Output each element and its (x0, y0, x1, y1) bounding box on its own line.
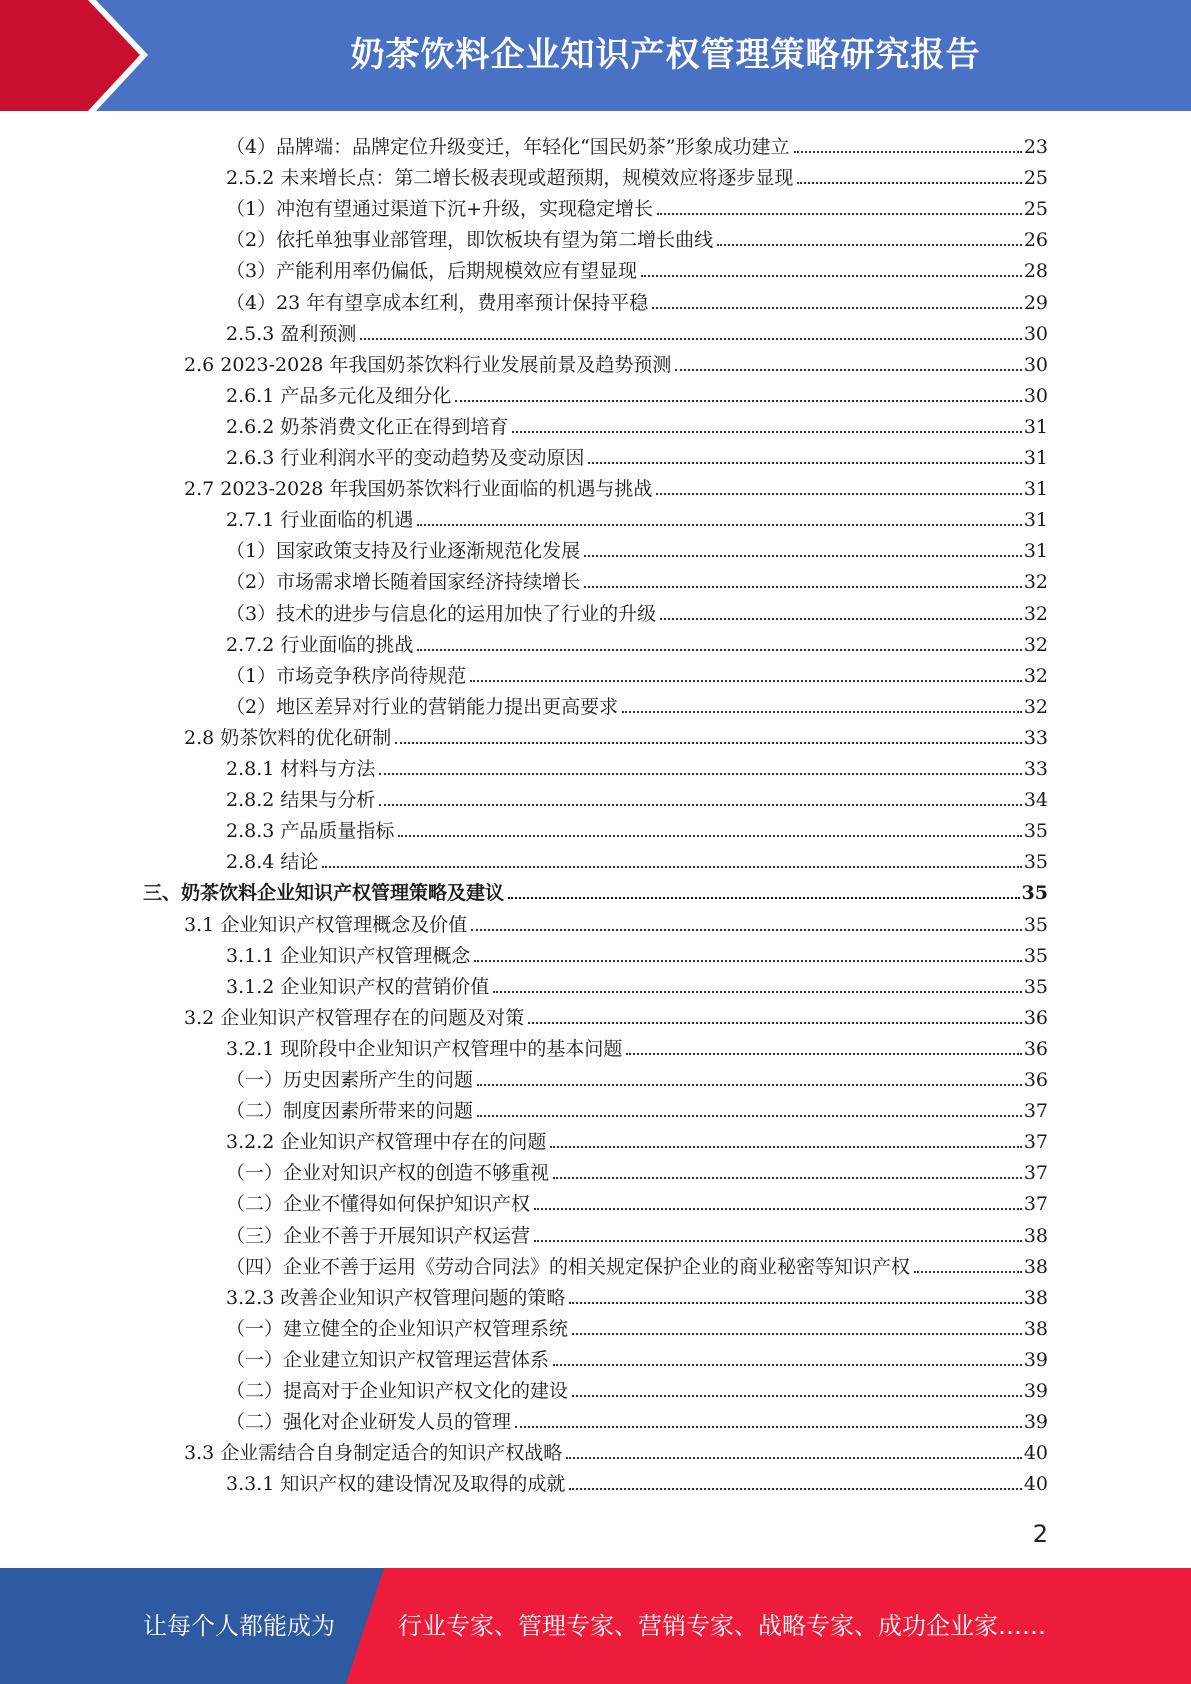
toc-entry-title: （二）制度因素所带来的问题 (226, 1100, 474, 1122)
toc-leader-dots (395, 742, 1022, 744)
toc-entry-page: 37 (1023, 1193, 1048, 1215)
toc-entry[interactable] (226, 1185, 1048, 1216)
toc-entry[interactable] (184, 719, 1048, 750)
toc-entry-title: 3.3 企业需结合自身制定适合的知识产权战略 (184, 1442, 563, 1464)
toc-entry-title: （2）依托单独事业部管理，即饮板块有望为第二增长曲线 (226, 229, 714, 251)
toc-leader-dots (797, 182, 1021, 184)
toc-entry-page: 23 (1023, 136, 1048, 158)
toc-leader-dots (470, 680, 1022, 682)
toc-leader-dots (417, 649, 1021, 651)
toc-entry-title: （2）地区差异对行业的营销能力提出更高要求 (226, 696, 619, 718)
toc-leader-dots (569, 1488, 1021, 1490)
page-footer (0, 1568, 1191, 1684)
toc-entry-page: 40 (1023, 1473, 1048, 1495)
toc-entry[interactable] (226, 128, 1048, 159)
toc-entry[interactable] (226, 812, 1048, 843)
toc-entry[interactable] (226, 315, 1048, 346)
toc-leader-dots (626, 1053, 1021, 1055)
toc-entry-title: 3.2 企业知识产权管理存在的问题及对策 (184, 1007, 525, 1029)
toc-leader-dots (477, 1115, 1022, 1117)
toc-entry-page: 34 (1023, 789, 1048, 811)
toc-leader-dots (622, 711, 1022, 713)
toc-entry[interactable] (226, 159, 1048, 190)
toc-entry-page: 31 (1023, 416, 1048, 438)
toc-entry[interactable] (226, 1123, 1048, 1154)
toc-entry[interactable] (226, 968, 1048, 999)
toc-leader-dots (657, 213, 1022, 215)
toc-entry-title: （2）市场需求增长随着国家经济持续增长 (226, 571, 581, 593)
toc-entry-title: 2.6.3 行业利润水平的变动趋势及变动原因 (226, 447, 585, 469)
toc-leader-dots (550, 1146, 1021, 1148)
toc-entry-title: （二）强化对企业研发人员的管理 (226, 1411, 512, 1433)
toc-entry[interactable] (226, 688, 1048, 719)
toc-entry[interactable] (226, 377, 1048, 408)
footer-slogan-left: 让每个人都能成为 (143, 1612, 335, 1640)
toc-entry[interactable] (226, 439, 1048, 470)
toc-entry-page: 30 (1023, 323, 1048, 345)
toc-leader-dots (515, 1426, 1022, 1428)
toc-entry[interactable] (226, 843, 1048, 874)
toc-entry-page: 37 (1023, 1131, 1048, 1153)
toc-entry[interactable] (184, 999, 1048, 1030)
toc-entry-page: 33 (1023, 758, 1048, 780)
toc-leader-dots (512, 431, 1021, 433)
toc-entry[interactable] (226, 657, 1048, 688)
toc-entry[interactable] (226, 1403, 1048, 1434)
toc-entry-title: 3.1.2 企业知识产权的营销价值 (226, 976, 490, 998)
toc-entry-title: 2.8 奶茶饮料的优化研制 (184, 727, 392, 749)
toc-entry-title: 3.1.1 企业知识产权管理概念 (226, 945, 471, 967)
header-arrow-decoration (0, 0, 160, 111)
toc-leader-dots (717, 244, 1022, 246)
toc-entry-page: 30 (1023, 385, 1048, 407)
toc-entry-title: （3）技术的进步与信息化的运用加快了行业的升级 (226, 603, 657, 625)
toc-entry[interactable] (226, 1310, 1048, 1341)
toc-leader-dots (572, 1395, 1022, 1397)
toc-entry-title: 3.3.1 知识产权的建设情况及取得的成就 (226, 1473, 566, 1495)
toc-entry-title: 2.8.4 结论 (226, 851, 319, 873)
toc-entry-title: 2.7.2 行业面临的挑战 (226, 634, 414, 656)
toc-entry-page: 31 (1023, 447, 1048, 469)
toc-entry[interactable] (184, 346, 1048, 377)
toc-entry-page: 40 (1023, 1442, 1048, 1464)
toc-entry-title: 2.6 2023-2028 年我国奶茶饮料行业发展前景及趋势预测 (184, 354, 672, 376)
toc-entry-page: 31 (1023, 540, 1048, 562)
toc-entry-page: 35 (1021, 882, 1048, 904)
toc-entry[interactable] (226, 1030, 1048, 1061)
toc-entry-page: 35 (1023, 945, 1048, 967)
toc-leader-dots (656, 493, 1021, 495)
toc-entry-page: 37 (1023, 1100, 1048, 1122)
toc-entry-title: 三、奶茶饮料企业知识产权管理策略及建议 (143, 882, 505, 904)
toc-leader-dots (572, 1333, 1022, 1335)
toc-leader-dots (584, 586, 1022, 588)
toc-leader-dots (584, 555, 1022, 557)
toc-entry-page: 35 (1023, 820, 1048, 842)
toc-entry-page: 39 (1023, 1411, 1048, 1433)
toc-entry-page: 36 (1023, 1007, 1048, 1029)
toc-entry-page: 38 (1023, 1225, 1048, 1247)
toc-entry-page: 25 (1023, 167, 1048, 189)
toc-leader-dots (398, 835, 1021, 837)
toc-entry[interactable] (226, 937, 1048, 968)
toc-entry[interactable] (226, 1154, 1048, 1185)
toc-entry-page: 35 (1023, 914, 1048, 936)
toc-entry[interactable] (226, 1092, 1048, 1123)
toc-entry[interactable] (226, 501, 1048, 532)
toc-entry[interactable] (226, 190, 1048, 221)
toc-leader-dots (794, 151, 1022, 153)
toc-entry-page: 32 (1023, 665, 1048, 687)
toc-entry-title: 3.1 企业知识产权管理概念及价值 (184, 914, 468, 936)
toc-entry-title: （二）企业不懂得如何保护知识产权 (226, 1193, 531, 1215)
toc-leader-dots (641, 275, 1022, 277)
toc-leader-dots (528, 1022, 1022, 1024)
toc-leader-dots (534, 1240, 1022, 1242)
toc-entry[interactable] (226, 1248, 1048, 1279)
toc-entry-page: 32 (1023, 634, 1048, 656)
toc-entry[interactable] (226, 595, 1048, 626)
toc-entry-title: （一）历史因素所产生的问题 (226, 1069, 474, 1091)
toc-entry-title: 2.5.2 未来增长点：第二增长极表现或超预期，规模效应将逐步显现 (226, 167, 794, 189)
toc-entry-page: 26 (1023, 229, 1048, 251)
toc-leader-dots (566, 1457, 1022, 1459)
toc-entry-title: （3）产能利用率仍偏低，后期规模效应有望显现 (226, 260, 638, 282)
page-number: 2 (1032, 1520, 1048, 1548)
toc-entry-page: 31 (1023, 478, 1048, 500)
toc-entry-page: 37 (1023, 1162, 1048, 1184)
toc-leader-dots (360, 338, 1021, 340)
toc-entry-page: 25 (1023, 198, 1048, 220)
toc-entry[interactable] (226, 284, 1048, 315)
toc-entry-page: 32 (1023, 603, 1048, 625)
toc-entry-title: （三）企业不善于开展知识产权运营 (226, 1225, 531, 1247)
toc-entry-title: （4）品牌端：品牌定位升级变迁，年轻化“国民奶茶”形象成功建立 (226, 136, 790, 158)
toc-leader-dots (493, 991, 1021, 993)
toc-leader-dots (379, 804, 1021, 806)
toc-entry-title: 2.6.1 产品多元化及细分化 (226, 385, 452, 407)
toc-entry-title: （一）企业对知识产权的创造不够重视 (226, 1162, 550, 1184)
toc-entry-page: 35 (1023, 976, 1048, 998)
toc-entry-page: 28 (1023, 260, 1048, 282)
toc-entry[interactable] (184, 1434, 1048, 1465)
toc-leader-dots (553, 1177, 1022, 1179)
toc-entry-page: 32 (1023, 571, 1048, 593)
toc-leader-dots (660, 618, 1022, 620)
toc-leader-dots (569, 1302, 1021, 1304)
toc-entry[interactable] (226, 750, 1048, 781)
toc-entry-title: 2.8.2 结果与分析 (226, 789, 376, 811)
toc-entry[interactable] (226, 1341, 1048, 1372)
toc-entry-page: 36 (1023, 1038, 1048, 1060)
toc-entry-page: 36 (1023, 1069, 1048, 1091)
toc-leader-dots (508, 897, 1020, 899)
toc-entry-title: 3.2.2 企业知识产权管理中存在的问题 (226, 1131, 547, 1153)
toc-entry-title: （4）23 年有望享成本红利，费用率预计保持平稳 (226, 292, 649, 314)
toc-leader-dots (534, 1208, 1022, 1210)
toc-entry-title: 2.6.2 奶茶消费文化正在得到培育 (226, 416, 509, 438)
toc-entry[interactable] (184, 906, 1048, 937)
toc-leader-dots (652, 307, 1022, 309)
toc-entry[interactable] (184, 470, 1048, 501)
toc-leader-dots (379, 773, 1021, 775)
toc-leader-dots (477, 1084, 1022, 1086)
toc-entry-page: 31 (1023, 509, 1048, 531)
toc-entry[interactable] (226, 1061, 1048, 1092)
toc-leader-dots (322, 866, 1021, 868)
toc-entry[interactable] (226, 1217, 1048, 1248)
toc-entry-title: 2.7 2023-2028 年我国奶茶饮料行业面临的机遇与挑战 (184, 478, 653, 500)
toc-leader-dots (588, 462, 1021, 464)
toc-entry-page: 33 (1023, 727, 1048, 749)
toc-entry[interactable] (226, 1372, 1048, 1403)
toc-entry-page: 38 (1023, 1287, 1048, 1309)
toc-entry-title: 2.7.1 行业面临的机遇 (226, 509, 414, 531)
toc-entry-title: 2.5.3 盈利预测 (226, 323, 357, 345)
toc-entry-page: 39 (1023, 1380, 1048, 1402)
toc-entry-title: 2.8.1 材料与方法 (226, 758, 376, 780)
toc-entry-title: （二）提高对于企业知识产权文化的建设 (226, 1380, 569, 1402)
toc-entry[interactable] (226, 781, 1048, 812)
toc-entry-title: （一）企业建立知识产权管理运营体系 (226, 1349, 550, 1371)
toc-entry-page: 35 (1023, 851, 1048, 873)
toc-entry[interactable] (226, 408, 1048, 439)
toc-entry[interactable] (226, 221, 1048, 252)
toc-leader-dots (455, 400, 1021, 402)
toc-entry-title: 3.2.3 改善企业知识产权管理问题的策略 (226, 1287, 566, 1309)
toc-leader-dots (675, 369, 1021, 371)
toc-leader-dots (474, 960, 1021, 962)
toc-entry[interactable] (226, 1279, 1048, 1310)
toc-entry-title: （1）市场竞争秩序尚待规范 (226, 665, 467, 687)
toc-entry-page: 38 (1023, 1318, 1048, 1340)
toc-leader-dots (471, 929, 1022, 931)
toc-entry-page: 30 (1023, 354, 1048, 376)
toc-leader-dots (914, 1271, 1022, 1273)
footer-slogan-right: 行业专家、管理专家、营销专家、战略专家、成功企业家…… (398, 1612, 1046, 1640)
toc-leader-dots (553, 1364, 1022, 1366)
toc-entry-title: 3.2.1 现阶段中企业知识产权管理中的基本问题 (226, 1038, 623, 1060)
toc-entry-title: （四）企业不善于运用《劳动合同法》的相关规定保护企业的商业秘密等知识产权 (226, 1256, 911, 1278)
toc-entry-title: 2.8.3 产品质量指标 (226, 820, 395, 842)
toc-entry[interactable] (226, 626, 1048, 657)
toc-entry-title: （1）国家政策支持及行业逐渐规范化发展 (226, 540, 581, 562)
toc-entry-title: （一）建立健全的企业知识产权管理系统 (226, 1318, 569, 1340)
toc-entry[interactable] (226, 532, 1048, 563)
toc-entry-title: （1）冲泡有望通过渠道下沉+升级，实现稳定增长 (226, 198, 654, 220)
toc-entry[interactable] (226, 1465, 1048, 1496)
toc-entry[interactable] (226, 563, 1048, 594)
toc-entry-page: 39 (1023, 1349, 1048, 1371)
report-title: 奶茶饮料企业知识产权管理策略研究报告 (350, 35, 981, 75)
toc-entry-page: 32 (1023, 696, 1048, 718)
toc-entry[interactable] (143, 874, 1048, 905)
page-header (0, 0, 1191, 111)
toc-entry[interactable] (226, 252, 1048, 283)
toc-entry-page: 38 (1023, 1256, 1048, 1278)
toc-entry-page: 29 (1023, 292, 1048, 314)
toc-leader-dots (417, 524, 1021, 526)
